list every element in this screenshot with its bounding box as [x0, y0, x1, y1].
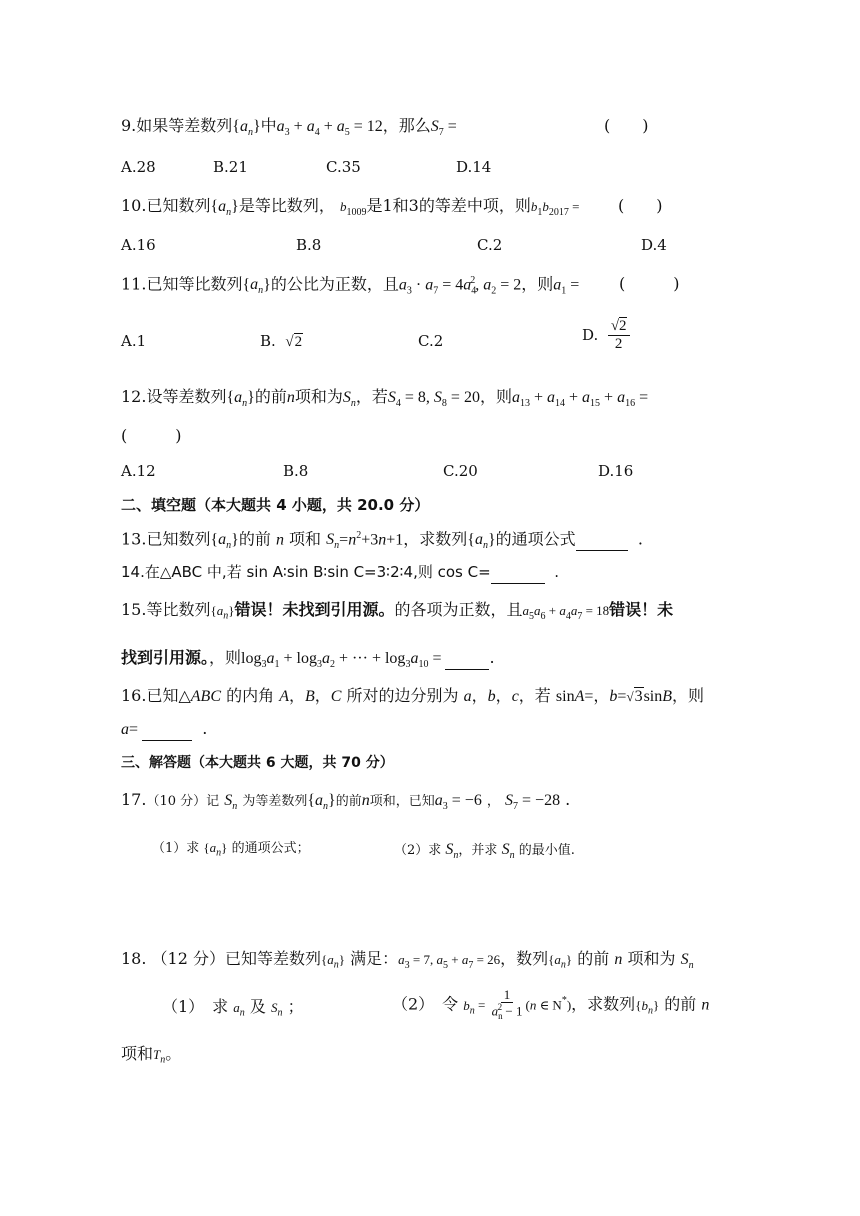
question-12: 12.设等差数列$\{a_n\}$的前n项和为$S_n$，若$S_4 = 8$, $S_8 = 20$，则$a_{13} + a_{14} + a_{15} + a_{16}$ = [121, 387, 649, 410]
question-16-cont: a= . [121, 719, 207, 741]
q10-option-d: D.4 [641, 236, 667, 254]
q9-option-a: A.28 [121, 158, 156, 176]
q10-option-c: C.2 [477, 236, 503, 254]
section-answer-header: 三、解答题（本大题共 6 大题，共 70 分） [121, 755, 394, 771]
question-16: 16.已知△ABC 的内角 A，B，C 所对的边分别为 a，b，c，若 sinA=，b=√3sinB，则 [121, 686, 705, 705]
bn-fraction: $\frac{1}{a_n^2 - 1}$ [491, 987, 523, 1022]
q10-option-b: B.8 [296, 236, 322, 254]
q10-option-a: A.16 [121, 236, 156, 254]
q12-option-a: A.12 [121, 462, 156, 480]
q18-sub1: （1） 求 $a_n$ 及 $S_n$ ； [162, 997, 304, 1019]
q12-paren: ( ) [121, 426, 182, 445]
q9-paren: ( ) [604, 116, 649, 135]
q11-option-c: C.2 [418, 332, 444, 350]
question-14: 14.在△ABC 中,若 sin A∶sin B∶sin C=3∶2∶4,则 cos C= . [121, 563, 559, 584]
q15-answer-blank[interactable] [445, 648, 489, 670]
q9-option-d: D.14 [456, 158, 492, 176]
q9-option-b: B.21 [213, 158, 248, 176]
sqrt-two-over-two: $\frac{√2}{2}$ [608, 318, 630, 352]
question-15: 15.等比数列$\{a_n\}$错误！未找到引用源。的各项为正数，且$a_5a_6 + a_4a_7 = 18$错误！未 [121, 600, 674, 623]
question-13: 13.已知数列$\{a_n\}$的前 n 项和 $S_n=n^2+3n+1$，求数列$\{a_n\}$的通项公式 . [121, 529, 643, 552]
question-18: 18. （12 分）已知等差数列$\{a_n\}$ 满足：$a_3 = 7$, $a_5 + a_7 = 26$，数列$\{a_n\}$ 的前 n 项和为 $S_n$ [121, 949, 694, 972]
section-fill-in-header: 二、填空题（本大题共 4 小题，共 20.0 分） [121, 496, 430, 514]
q16-answer-blank[interactable] [142, 719, 192, 741]
q11-option-b: B. √2 [260, 332, 303, 350]
q11-paren: ( ) [619, 274, 680, 293]
q17-sub2: （2）求 $S_n$，并求 $S_n$ 的最小值. [394, 841, 575, 862]
q12-option-d: D.16 [598, 462, 634, 480]
q13-answer-blank[interactable] [576, 529, 628, 551]
q10-paren: ( ) [618, 196, 663, 215]
q12-option-b: B.8 [283, 462, 309, 480]
q12-option-c: C.20 [443, 462, 478, 480]
q9-option-c: C.35 [326, 158, 361, 176]
q11-option-d: D. $\frac{√2}{2}$ [582, 318, 630, 352]
q18-sub2: （2） 令 $b_n$ = $\frac{1}{a_n^2 - 1}$ (n ∈ N*)，求数列$\{b_n\}$ 的前 n [392, 987, 710, 1022]
q18-sub2-cont: 项和$T_n$。 [121, 1044, 182, 1066]
q11-option-a: A.1 [121, 332, 147, 350]
question-11: 11.已知等比数列$\{a_n\}$的公比为正数，且$a_3 \cdot a_7 = 4a_4^2$, $a_2 = 2$，则$a_1$ = [121, 274, 580, 297]
q17-sub1: （1）求 $\{a_n\}$ 的通项公式； [152, 840, 310, 859]
question-17: 17.（10 分）记 $S_n$ 为等差数列$\{a_n\}$的前n项和，已知$a_3 = -6$ ， $S_7 = -28$ . [121, 790, 571, 813]
sqrt-two: √2 [285, 334, 303, 350]
q14-answer-blank[interactable] [491, 563, 545, 584]
question-10: 10.已知数列$\{a_n\}$是等比数列， $b_{1009}$是1和3的等差中项，则$b_1b_{2017}$ = [121, 196, 580, 219]
question-9: 9.如果等差数列$\{a_n\}$中$a_3 + a_4 + a_5 = 12$，那么$S_7$ = [121, 116, 457, 139]
question-15-cont: 找到引用源。，则$\log_3a_1 + \log_3a_2$ + ··· + $\log_3a_{10}$ = . [121, 648, 495, 671]
